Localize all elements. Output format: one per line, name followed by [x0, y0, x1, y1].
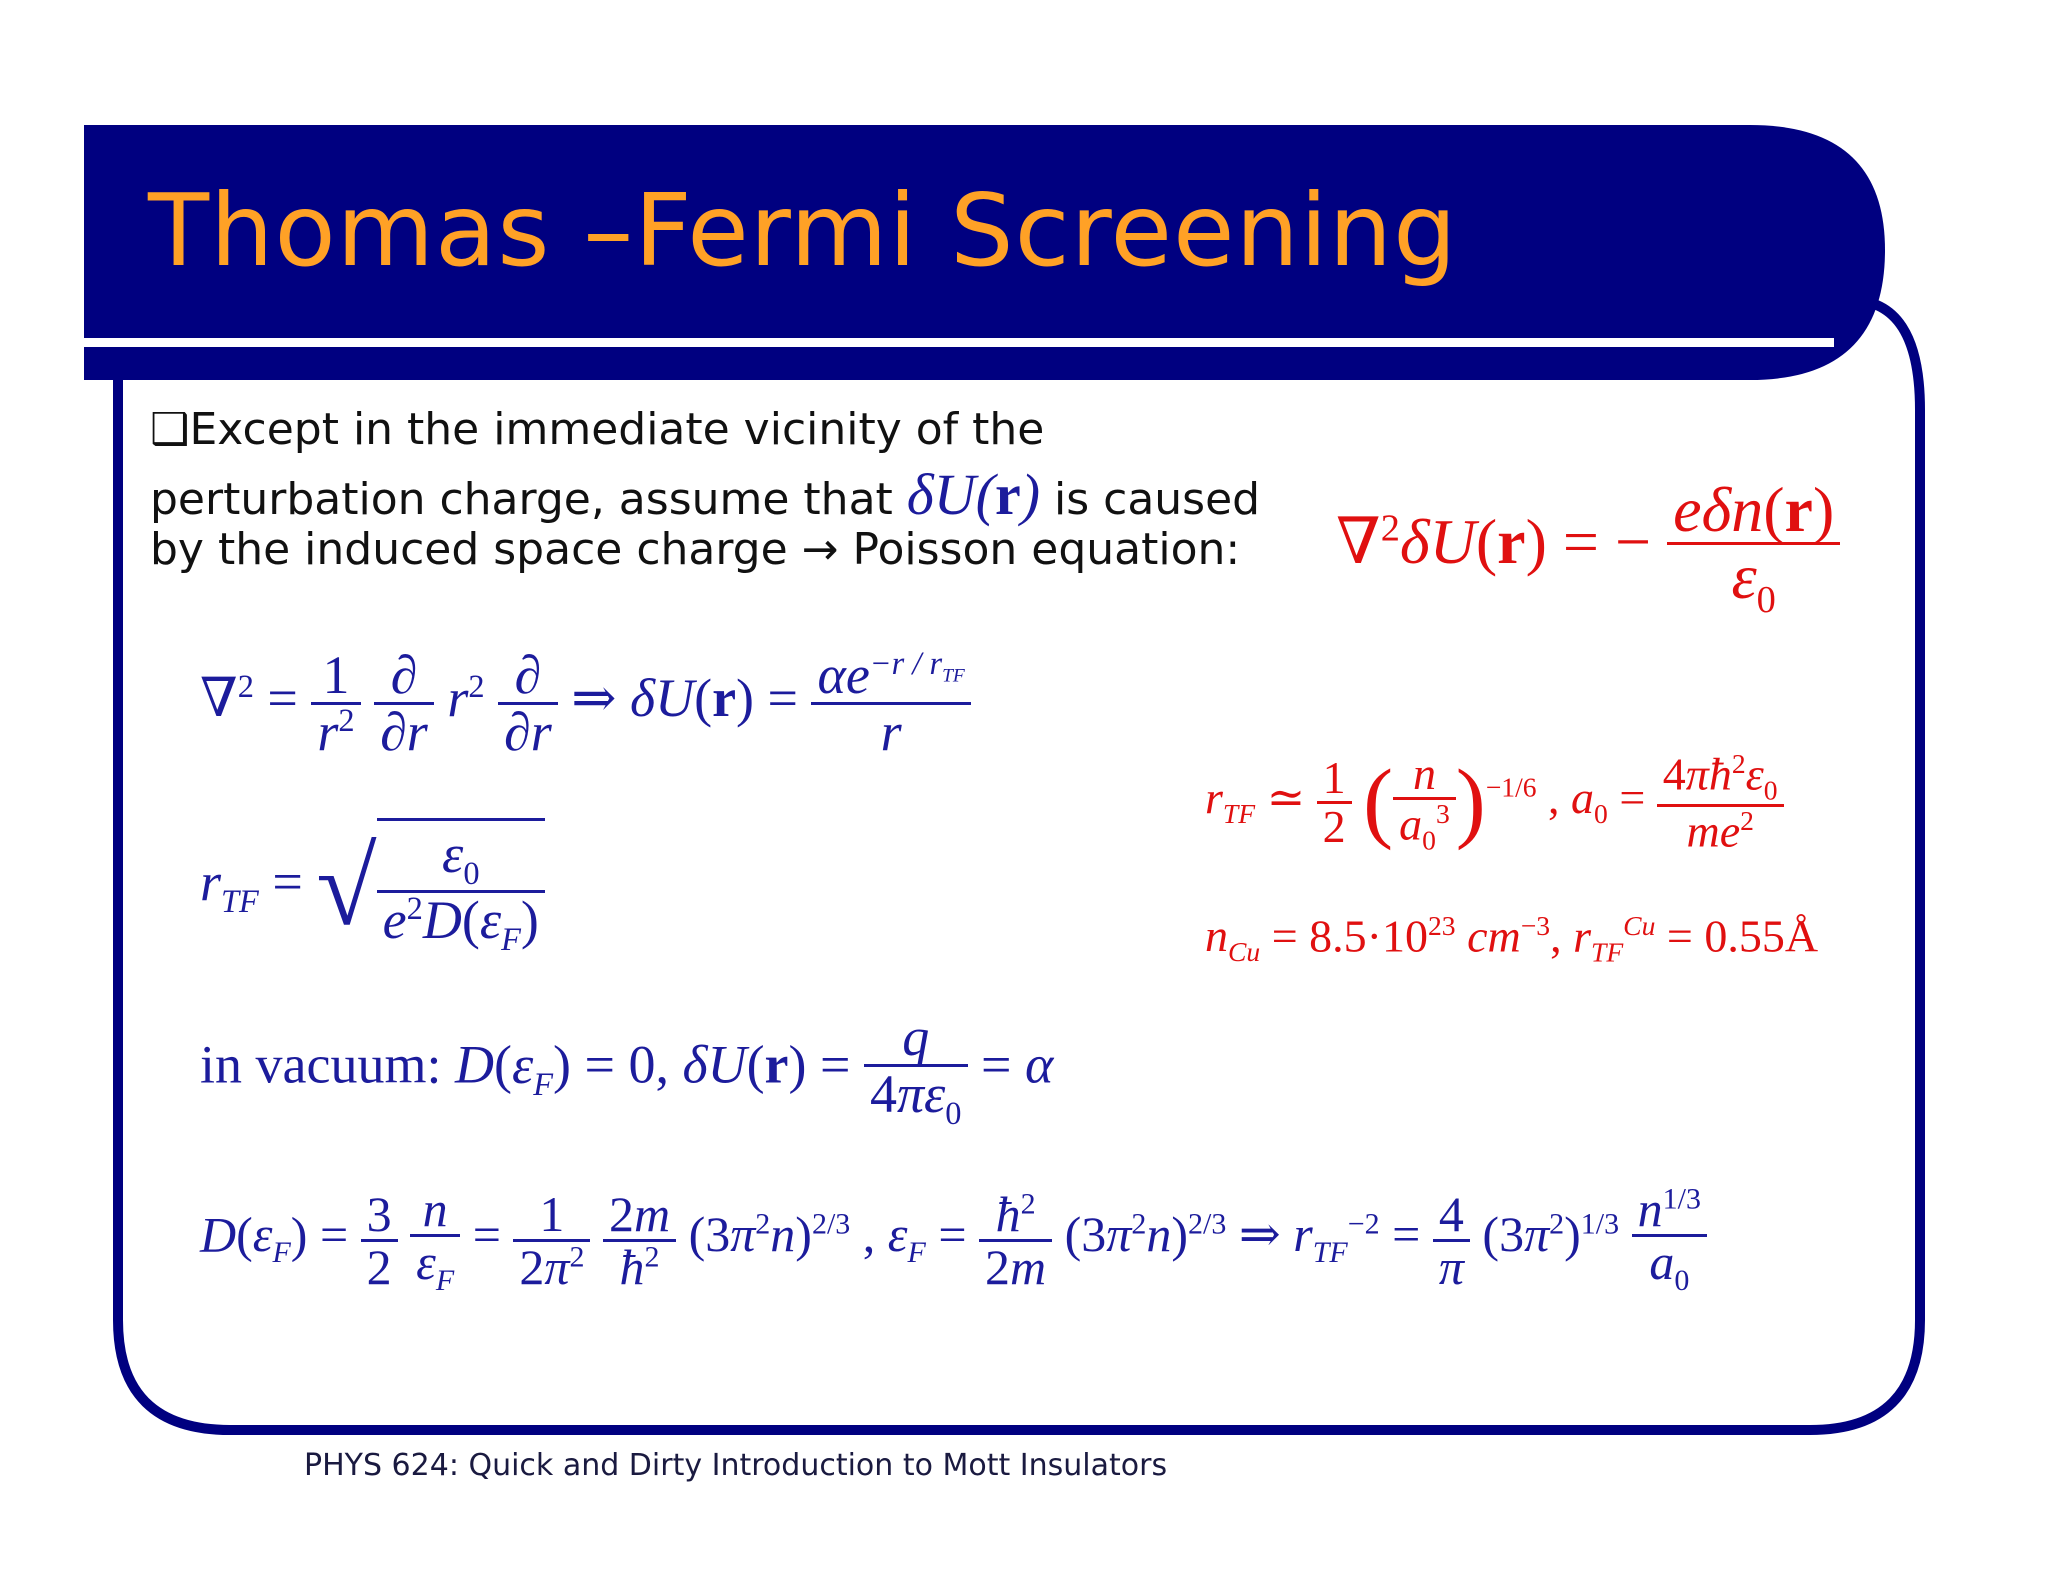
slide-footer: PHYS 624: Quick and Dirty Introduction to Mott Insulators: [304, 1448, 1168, 1483]
rtf-approx-lhs: $r_{TF}$ ≃: [1205, 771, 1317, 829]
fermi-energy-lhs: , $\varepsilon_F$ =: [862, 1206, 980, 1270]
implies-delta-u: ⇒ δU(r) =: [571, 667, 812, 728]
frac-partial-r-1: $\frac{\partial}{\partial r}$: [374, 648, 434, 759]
frac-yukawa: $\frac{\alpha e^{-r / r_{TF}}}{r}$: [811, 648, 970, 759]
paren-3pi2n: $(3\pi^2n)^{2/3}$: [688, 1206, 851, 1263]
frac-1-over-r2: $\frac{1}{r^2}$: [311, 648, 360, 759]
inline-delta-u: δU(r): [906, 462, 1041, 527]
poisson-lhs: ∇$^2$δU(r) = −: [1336, 506, 1652, 578]
paren-3pi2n-2: $(3\pi^2n)^{2/3}$: [1064, 1206, 1227, 1263]
slide-title: Thomas –Fermi Screening: [148, 172, 1458, 289]
rtf-sqrt-equation: [200, 818, 545, 956]
frac-n-over-a0cubed: $\frac{n}{a_0^3}$: [1393, 751, 1456, 854]
copper-values: $n_{Cu} = 8.5\cdot 10^{23}$ $cm^{-3}$, $r_{TF}^{Cu}$ = 0.55Å: [1205, 910, 1819, 968]
rtf-inverse-sq: ⇒ $r_{TF}^{-2}$ =: [1238, 1206, 1433, 1270]
bullet-line-2: [150, 462, 1261, 527]
laplacian-equation: [200, 645, 971, 762]
bullet-marker: ❑: [150, 404, 190, 455]
paren-3pi2: $(3\pi^2)^{1/3}$: [1482, 1206, 1620, 1263]
banner-stripe: [84, 338, 1834, 347]
frac-coulomb: $\frac{q}{4\pi\varepsilon_0}$: [864, 1010, 968, 1130]
bullet-line-1: [150, 404, 1045, 455]
sqrt-symbol: √: [316, 826, 377, 949]
frac-partial-r-2: $\frac{\partial}{\partial r}$: [498, 648, 558, 759]
rtf-approx-equation: $r_{TF}$ ≃ $\frac{1}{2}$ ( $\frac{n}{a_0^3}$ )$^{-1/6}$ , $a_0$ = $\frac{4\pi ħ^2\varepsilon_0}{me^2}$: [1205, 750, 1784, 854]
frac-n13-a0: $\frac{n^{1/3}}{a_0}$: [1632, 1184, 1707, 1296]
vacuum-lead: in vacuum: $D(\varepsilon_F) = 0$, δU(r) =: [200, 1034, 864, 1103]
bullet-line-3: by the induced space charge → Poisson equation:: [150, 524, 1241, 575]
rtf-lhs: $r_{TF}$ =: [200, 851, 317, 920]
bullet-text-2a: perturbation charge, assume that: [150, 474, 907, 525]
poisson-fraction: [1667, 474, 1840, 621]
frac-1-2pi2: $\frac{1}{2\pi^2}$: [513, 1189, 590, 1292]
a0-lhs: , $a_0$ =: [1548, 771, 1657, 829]
bullet-text-1: Except in the immediate vicinity of the: [189, 404, 1045, 455]
poisson-den: $\varepsilon_0$: [1667, 542, 1840, 619]
vacuum-equation: [200, 1007, 1054, 1132]
laplacian-lhs: ∇$^2$ =: [200, 667, 312, 728]
poisson-num: eδn(r): [1673, 474, 1835, 545]
dos-equation: $D(\varepsilon_F)$ = $\frac{3}{2}$ $\frac{n}{\varepsilon_F}$ = $\frac{1}{2\pi^2}$ $\frac{2m}{ħ^2}$ $(3\pi^2n)^{2/3}$ , $\varepsilon_F$ = $\frac{ħ^2}{2m}$ $(3\pi^2n)^{2/3}$ ⇒ $r_{TF}^{-2}$ = $\frac{4}{\pi}$ $(3\pi^2)^{1/3}$ $\frac{n^{1/3}}{a_0}$: [200, 1184, 1707, 1296]
frac-3-2: $\frac{3}{2}$: [361, 1189, 398, 1292]
frac-bohr-radius: $\frac{4\pi ħ^2\varepsilon_0}{me^2}$: [1657, 750, 1784, 854]
frac-2m-hbar2: $\frac{2m}{ħ^2}$: [603, 1189, 676, 1292]
rtf-sqrt-fraction: $\frac{\varepsilon_0}{e^2D(\varepsilon_F)}$: [377, 818, 545, 956]
r-squared: $r^2$: [447, 667, 485, 728]
frac-half: $\frac{1}{2}$: [1317, 755, 1352, 850]
frac-n-eF: $\frac{n}{\varepsilon_F}$: [410, 1184, 460, 1296]
frac-4-pi: $\frac{4}{\pi}$: [1433, 1189, 1470, 1292]
bullet-text-2b: is caused: [1040, 474, 1261, 525]
dos-lhs: $D(\varepsilon_F)$ =: [200, 1206, 361, 1270]
equals-alpha: = α: [981, 1034, 1054, 1095]
poisson-equation: [1336, 474, 1840, 621]
frac-hbar2-2m: $\frac{ħ^2}{2m}$: [979, 1189, 1052, 1292]
